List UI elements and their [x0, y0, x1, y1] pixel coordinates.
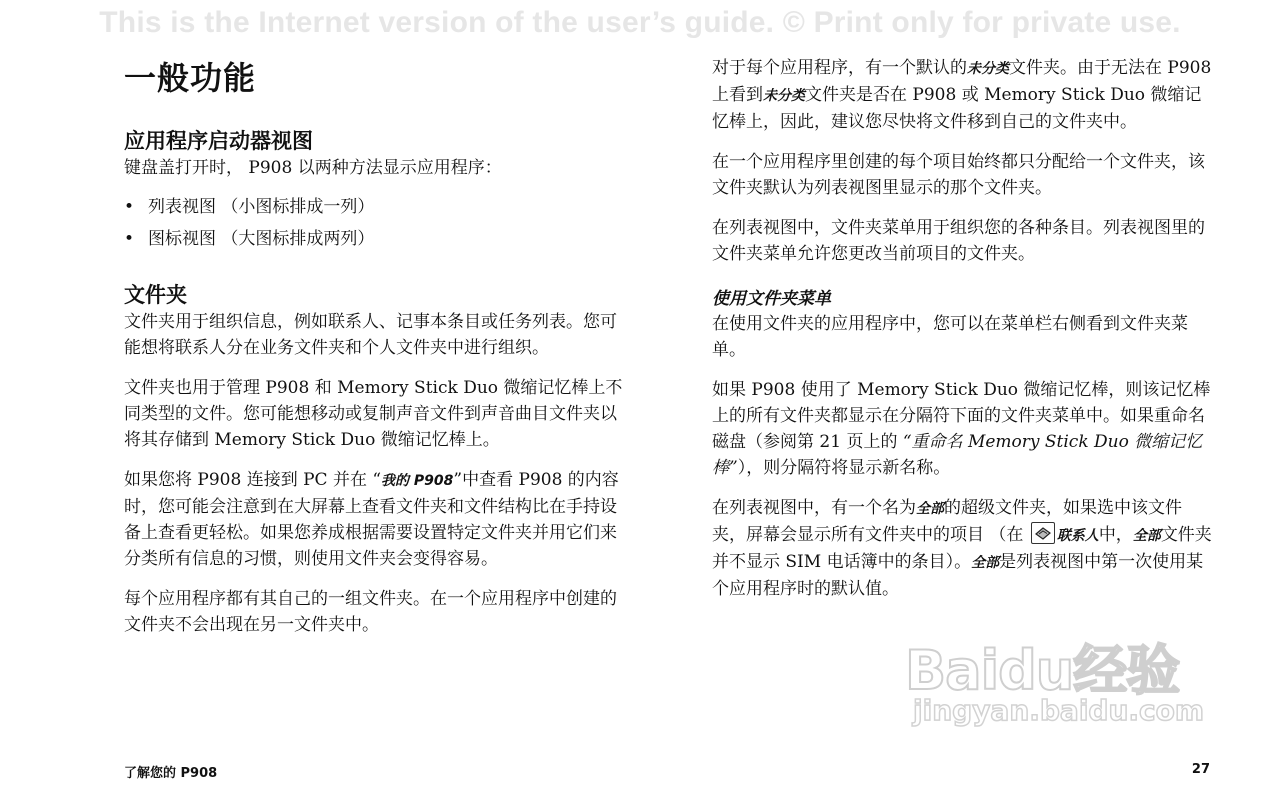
all-term: 全部 [916, 501, 944, 517]
baidu-logo-url: jingyan.baidu.com [913, 694, 1205, 727]
baidu-logo-text: Baidu经验 [905, 639, 1180, 702]
text-run: 中， [1098, 525, 1133, 545]
folders-paragraph-4: 每个应用程序都有其自己的一组文件夹。在一个应用程序中创建的文件夹不会出现在另一文件夹中。 [124, 589, 617, 635]
unfiled-term: 未分类 [763, 88, 805, 104]
text-run: 如果您将 P908 连接到 PC 并在 “ [124, 470, 382, 490]
text-run: 文件夹并不显示 SIM 电话簿中的条目）。 [712, 525, 1212, 572]
unfiled-paragraph [712, 55, 1212, 135]
all-term: 全部 [971, 555, 1000, 571]
list-item: • 列表视图 （小图标排成一列） [124, 191, 624, 223]
menu-location-paragraph: 在使用文件夹的应用程序中，您可以在菜单栏右侧看到文件夹菜单。 [712, 314, 1188, 360]
text-run: 的超级文件夹，如果选中该文件夹，屏幕会显示所有文件夹中的项目 （在 [712, 498, 1182, 545]
page-number: 27 [1191, 762, 1210, 777]
launcher-intro: 键盘盖打开时， P908 以两种方法显示应用程序： [124, 158, 502, 178]
subheading-use-folder-menu: 使用文件夹菜单 [712, 289, 831, 309]
assignment-paragraph: 在一个应用程序里创建的每个项目始终都只分配给一个文件夹，该文件夹默认为列表视图里显示的那个文件夹。 [712, 152, 1205, 198]
text-run: 文件夹。由于无法在 P908 上看到 [712, 58, 1212, 105]
text-run: 对于每个应用程序，有一个默认的 [712, 58, 967, 78]
folders-paragraph-1: 文件夹用于组织信息，例如联系人、记事本条目或任务列表。您可能想将联系人分在业务文件夹和个人文件夹中进行组织。 [124, 312, 617, 358]
text-run: 如果 P908 使用了 Memory Stick Duo 微缩记忆棒，则该记忆棒上的所有文件夹都显示在分隔符下面的文件夹菜单中。如果重命名磁盘（参阅第 21 页上的 [712, 380, 1211, 452]
left-column [124, 55, 624, 638]
contacts-term: 联系人 [1056, 528, 1099, 544]
contacts-book-icon [1031, 522, 1055, 544]
right-column [712, 55, 1212, 602]
rename-reference: “重命名 Memory Stick Duo 微缩记忆棒” [712, 432, 1203, 478]
all-term: 全部 [1132, 528, 1161, 544]
footer-section-title: 了解您的 P908 [124, 766, 218, 781]
view-list [124, 191, 624, 255]
all-folder-paragraph [712, 495, 1212, 602]
page-title: 一般功能 [124, 59, 257, 97]
section-heading-launcher: 应用程序启动器视图 [124, 129, 313, 153]
folders-paragraph-3 [124, 467, 624, 572]
print-watermark: This is the Internet version of the user’s guide. © Print only for private use. [99, 6, 1181, 39]
folders-paragraph-2: 文件夹也用于管理 P908 和 Memory Stick Duo 微缩记忆棒上不同类型的文件。您可能想移动或复制声音文件到声音曲目文件夹以将其存储到 Memory Stick Duo 微缩记忆棒上。 [124, 378, 623, 450]
text-run: 在列表视图中，有一个名为 [712, 498, 916, 518]
text-run: 是列表视图中第一次使用某个应用程序时的默认值。 [712, 552, 1204, 599]
text-run: ），则分隔符将显示新名称。 [737, 458, 951, 478]
list-item: • 图标视图 （大图标排成两列） [124, 223, 624, 255]
folder-menu-paragraph: 在列表视图中，文件夹菜单用于组织您的各种条目。列表视图里的文件夹菜单允许您更改当前项目的文件夹。 [712, 218, 1205, 264]
my-p908-term: 我的 P908 [381, 473, 454, 489]
memory-stick-paragraph [712, 377, 1212, 481]
baidu-jingyan-logo [905, 610, 1205, 740]
text-run: ”中查看 P908 的内容时，您可能会注意到在大屏幕上查看文件夹和文件结构比在手持设备上查看更轻松。如果您养成根据需要设置特定文件夹并用它们来分类所有信息的习惯，则使用文件夹会变得容易。 [124, 470, 619, 569]
unfiled-term: 未分类 [967, 61, 1009, 77]
text-run: 文件夹是否在 P908 或 Memory Stick Duo 微缩记忆棒上，因此，建议您尽快将文件移到自己的文件夹中。 [712, 85, 1202, 132]
section-heading-folders: 文件夹 [124, 283, 187, 307]
